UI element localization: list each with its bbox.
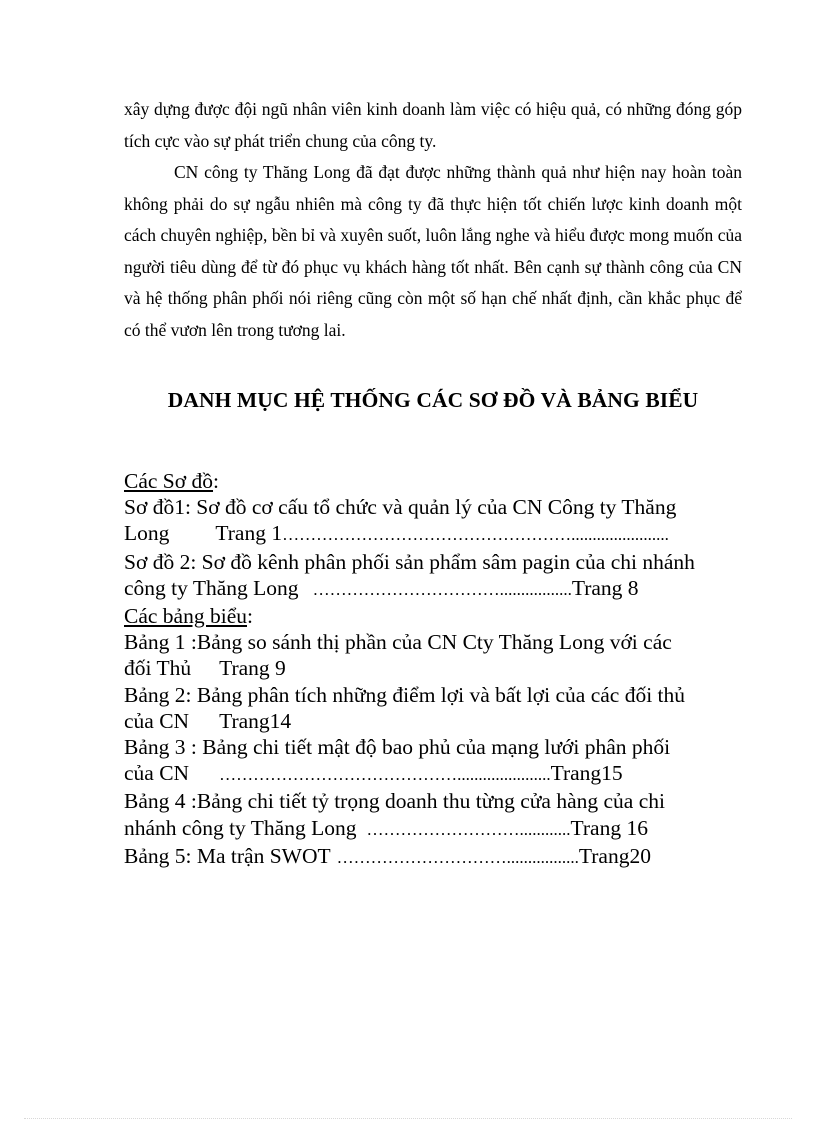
- toc-entry-line: [124, 520, 742, 548]
- toc-entry-dots: ………………………….................: [336, 847, 579, 867]
- tables-label-row: Các bảng biểu:: [124, 604, 253, 629]
- toc-entry-table-1[interactable]: [124, 629, 742, 681]
- section-heading: DANH MỤC HỆ THỐNG CÁC SƠ ĐỒ VÀ BẢNG BIỂU: [167, 388, 699, 412]
- toc-entry-line: Sơ đồ 2: Sơ đồ kênh phân phối sản phẩm sâm pagin của chi nhánh: [124, 549, 695, 574]
- toc-entry-line: [124, 708, 742, 734]
- diagrams-label-row: Các Sơ đồ:: [124, 469, 219, 493]
- paragraph-1: xây dựng được đội ngũ nhân viên kinh doanh làm việc có hiệu quả, có những đóng góp tích cực vào sự phát triển chung của công ty.: [124, 99, 742, 151]
- toc-entry-dots: …………………………….................: [312, 579, 572, 599]
- toc-entry-lead: Long: [124, 521, 170, 546]
- paragraph-2: CN công ty Thăng Long đã đạt được những thành quả như hiện nay hoàn toàn không phải do sự ngẫu nhiên mà công ty đã thực hiện tốt chiến lược kinh doanh một cách chuyên nghiệp, bền bỉ và xuyên suốt, luôn lắng nghe và hiểu được mong muốn của người tiêu dùng để từ đó phục vụ khách hàng tốt nhất. Bên cạnh sự thành công của CN và hệ thống phân phối nói riêng cũng còn một số hạn chế nhất định, cần khắc phục để có thể vươn lên trong tương lai.: [124, 162, 742, 340]
- toc-entry-page: Trang14: [219, 708, 292, 733]
- toc-entry-dots: …………………………………………….......................: [282, 525, 669, 545]
- toc-entry-page: Trang 16: [570, 815, 648, 840]
- toc-entry-diagram-1[interactable]: [124, 494, 742, 548]
- page-bottom-rule: [24, 1118, 792, 1119]
- toc-entry-lead: nhánh công ty Thăng Long: [124, 815, 357, 840]
- diagrams-label: Các Sơ đồ: [124, 469, 214, 493]
- toc-entry-table-4[interactable]: [124, 788, 742, 842]
- toc-entry-diagram-2[interactable]: [124, 549, 742, 603]
- toc-entry-lead: của CN: [124, 761, 190, 786]
- toc-entry-line: [124, 760, 742, 788]
- toc-entry-line: [124, 575, 742, 603]
- toc-entry-line: Bảng 1 :Bảng so sánh thị phần của CN Cty Thăng Long với các: [124, 630, 672, 655]
- toc-entry-lead: đối Thủ: [124, 656, 192, 681]
- toc-entry-table-3[interactable]: [124, 734, 742, 788]
- toc-entry-page: Trang15: [550, 761, 623, 786]
- toc-entry-line: Bảng 4 :Bảng chi tiết tỷ trọng doanh thu từng cửa hàng của chi: [124, 789, 665, 814]
- toc-entry-table-2[interactable]: [124, 682, 742, 734]
- toc-entry-page: Trang 1: [215, 521, 283, 546]
- toc-entry-line: Bảng 3 : Bảng chi tiết mật độ bao phủ của mạng lưới phân phối: [124, 735, 671, 760]
- toc-entry-lead: Bảng 5: Ma trận SWOT: [124, 843, 331, 868]
- table-of-contents: [124, 468, 742, 871]
- toc-entry-dots: ………………………............: [366, 819, 571, 839]
- toc-entry-page: Trang 8: [571, 575, 639, 600]
- toc-entry-line: [124, 815, 742, 843]
- toc-entry-line: [124, 655, 742, 681]
- toc-entry-line: Bảng 2: Bảng phân tích những điểm lợi và bất lợi của các đối thủ: [124, 682, 686, 707]
- toc-entry-page: Trang20: [578, 843, 651, 868]
- toc-entry-lead: của CN: [124, 708, 190, 733]
- toc-entry-table-5[interactable]: [124, 843, 742, 871]
- toc-entry-lead: công ty Thăng Long: [124, 575, 299, 600]
- toc-entry-dots: ……………………………………......................: [219, 765, 551, 785]
- body-paragraphs: [124, 94, 742, 346]
- tables-label: Các bảng biểu: [124, 604, 247, 629]
- toc-entry-page: Trang 9: [219, 656, 286, 681]
- toc-entry-line: Sơ đồ1: Sơ đồ cơ cấu tổ chức và quản lý của CN Công ty Thăng: [124, 495, 677, 520]
